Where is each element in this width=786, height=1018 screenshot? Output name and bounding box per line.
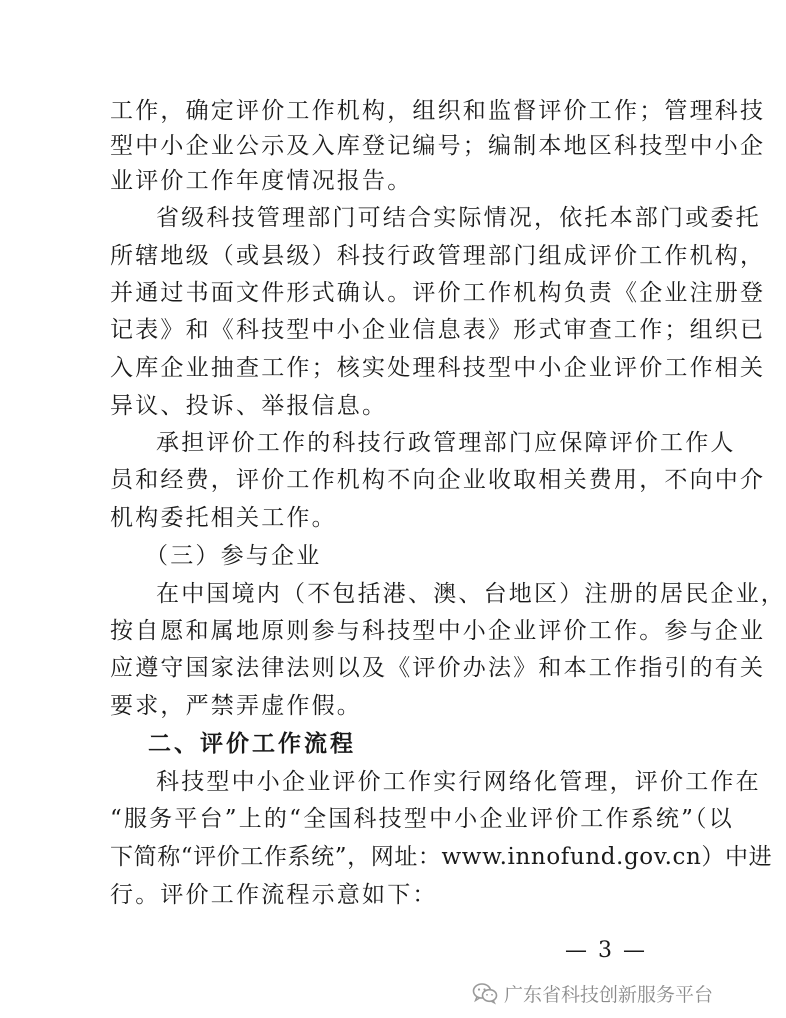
text-line-20: “服务平台”上的“全国科技型中小企业评价工作系统”（以 <box>110 806 734 832</box>
text-line-5: 所辖地级（或县级）科技行政管理部门组成评价工作机构， <box>110 243 766 269</box>
text-line-19: 科技型中小企业评价工作实行网络化管理，评价工作在 <box>156 769 761 795</box>
text-line-9: 异议、投诉、举报信息。 <box>110 393 388 419</box>
text-line-14: 在中国境内（不包括港、澳、台地区）注册的居民企业， <box>156 581 786 607</box>
text-line-8: 入库企业抽查工作；核实处理科技型中小企业评价工作相关 <box>110 355 766 381</box>
wechat-icon <box>472 982 498 1004</box>
text-line-6: 并通过书面文件形式确认。评价工作机构负责《企业注册登 <box>110 280 766 306</box>
page-number: — 3 — <box>565 938 647 963</box>
text-line-12: 机构委托相关工作。 <box>110 505 337 531</box>
text-line-15: 按自愿和属地原则参与科技型中小企业评价工作。参与企业 <box>110 618 766 644</box>
text-line-3: 业评价工作年度情况报告。 <box>110 168 413 194</box>
text-line-4: 省级科技管理部门可结合实际情况，依托本部门或委托 <box>156 205 761 231</box>
text-line-22: 行。评价工作流程示意如下： <box>110 882 438 908</box>
watermark <box>472 978 713 1008</box>
text-line-17: 要求，严禁弄虚作假。 <box>110 693 362 719</box>
text-line-11: 员和经费，评价工作机构不向企业收取相关费用，不向中介 <box>110 467 766 493</box>
text-line-21: 下简称“评价工作系统”，网址：www.innofund.gov.cn）中进 <box>110 844 773 870</box>
text-line-16: 应遵守国家法律法则以及《评价办法》和本工作指引的有关 <box>110 655 766 681</box>
text-line-7: 记表》和《科技型中小企业信息表》形式审查工作；组织已 <box>110 317 766 343</box>
text-line-10: 承担评价工作的科技行政管理部门应保障评价工作人 <box>156 430 736 456</box>
text-line-1: 工作，确定评价工作机构，组织和监督评价工作；管理科技 <box>110 98 766 124</box>
text-line-2: 型中小企业公示及入库登记编号；编制本地区科技型中小企 <box>110 133 766 159</box>
section-heading-evaluation-process: 二、评价工作流程 <box>148 731 356 757</box>
watermark-text: 广东省科技创新服务平台 <box>504 983 714 1006</box>
section-heading-participating-enterprises: （三）参与企业 <box>145 543 322 569</box>
